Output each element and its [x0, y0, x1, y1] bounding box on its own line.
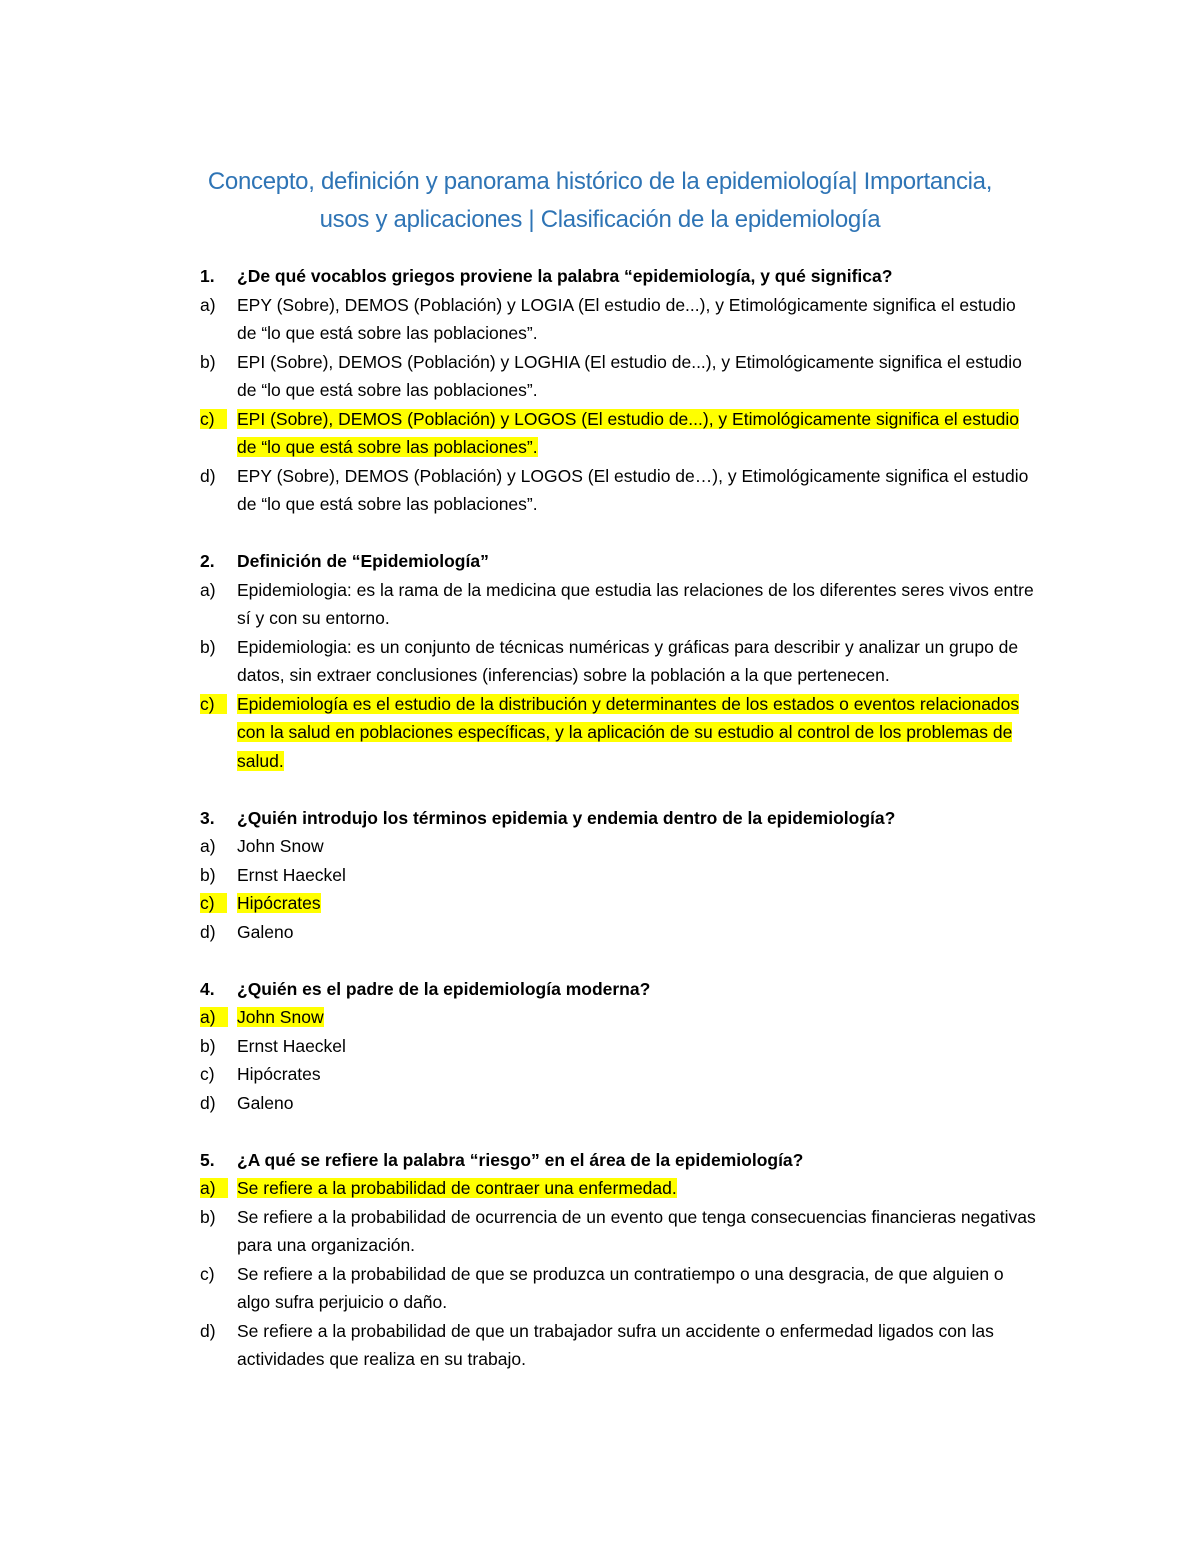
option-letter: d)	[200, 1092, 216, 1113]
answer-option	[200, 633, 1040, 690]
option-letter: c)	[200, 1263, 215, 1284]
option-text-cell	[237, 889, 1040, 918]
option-text: EPI (Sobre), DEMOS (Población) y LOGHIA (El estudio de...), y Etimológicamente significa el estudio de “lo que está sobre las poblaciones”.	[237, 351, 1022, 400]
question-list	[200, 262, 1040, 1402]
option-text-cell	[237, 291, 1040, 348]
question-number: 4.	[200, 978, 215, 999]
answer-option-highlighted	[200, 1174, 1040, 1203]
option-text-cell	[237, 348, 1040, 405]
answer-option	[200, 576, 1040, 633]
question-2	[200, 547, 1040, 775]
question-text: ¿A qué se refiere la palabra “riesgo” en el área de la epidemiología?	[237, 1149, 804, 1170]
option-letter-cell	[200, 889, 237, 918]
option-text-cell	[237, 1060, 1040, 1089]
question-1	[200, 262, 1040, 519]
option-letter: b)	[200, 1206, 216, 1227]
answer-option	[200, 291, 1040, 348]
question-number: 5.	[200, 1149, 215, 1170]
option-text: Se refiere a la probabilidad de ocurrencia de un evento que tenga consecuencias financieras negativas para una organización.	[237, 1206, 1036, 1255]
option-text-cell	[237, 1032, 1040, 1061]
option-text-cell	[237, 1003, 1040, 1032]
option-letter-cell	[200, 1203, 237, 1232]
answer-option	[200, 918, 1040, 947]
option-text: EPI (Sobre), DEMOS (Población) y LOGOS (El estudio de...), y Etimológicamente significa el estudio de “lo que está sobre las poblaciones”.	[237, 408, 1019, 457]
option-letter-cell	[200, 405, 237, 434]
option-text: Epidemiología es el estudio de la distribución y determinantes de los estados o eventos relacionados con la salud en poblaciones específicas, y la aplicación de su estudio al control de los problemas de salud.	[237, 693, 1020, 771]
option-text: EPY (Sobre), DEMOS (Población) y LOGOS (El estudio de…), y Etimológicamente significa el estudio de “lo que está sobre las poblaciones”.	[237, 465, 1029, 514]
option-text: Hipócrates	[237, 893, 321, 913]
answer-option	[200, 462, 1040, 519]
option-letter: d)	[200, 465, 216, 486]
title-line-1: Concepto, definición y panorama histórico de la epidemiología| Importancia,	[207, 168, 993, 195]
answer-option	[200, 832, 1040, 861]
option-letter: c)	[200, 694, 227, 714]
question-heading	[200, 262, 1040, 291]
option-letter-cell	[200, 832, 237, 861]
option-letter: a)	[200, 836, 216, 856]
title-line-2: usos y aplicaciones | Clasificación de la epidemiología	[319, 206, 881, 233]
question-heading	[200, 975, 1040, 1004]
option-letter: a)	[200, 1007, 228, 1027]
option-letter-cell	[200, 918, 237, 947]
option-letter: a)	[200, 294, 216, 315]
answer-option	[200, 348, 1040, 405]
option-letter-cell	[200, 1089, 237, 1118]
question-3	[200, 804, 1040, 947]
option-letter-cell	[200, 633, 237, 662]
option-text: John Snow	[237, 1007, 324, 1027]
option-text: Galeno	[237, 921, 294, 942]
option-letter-cell	[200, 576, 237, 605]
option-text-cell	[237, 1203, 1040, 1260]
answer-option	[200, 1089, 1040, 1118]
option-text: EPY (Sobre), DEMOS (Población) y LOGIA (El estudio de...), y Etimológicamente significa el estudio de “lo que está sobre las poblaciones”.	[237, 294, 1016, 343]
answer-option-highlighted	[200, 405, 1040, 462]
option-letter-cell	[200, 462, 237, 491]
option-letter-cell	[200, 1060, 237, 1089]
option-text: Epidemiologia: es un conjunto de técnicas numéricas y gráficas para describir y analizar un grupo de datos, sin extraer conclusiones (inferencias) sobre la población a la que pertenecen.	[237, 636, 1019, 685]
answer-option	[200, 1203, 1040, 1260]
question-heading	[200, 804, 1040, 833]
option-letter-cell	[200, 1260, 237, 1289]
document-title	[150, 163, 1050, 239]
question-4	[200, 975, 1040, 1118]
option-text-cell	[237, 1317, 1040, 1374]
question-number: 1.	[200, 266, 215, 286]
option-text-cell	[237, 633, 1040, 690]
option-letter-cell	[200, 348, 237, 377]
option-text-cell	[237, 918, 1040, 947]
option-text: Ernst Haeckel	[237, 864, 346, 885]
option-letter: b)	[200, 864, 216, 885]
option-letter-cell	[200, 1032, 237, 1061]
answer-option-highlighted	[200, 690, 1040, 776]
option-text: Ernst Haeckel	[237, 1035, 346, 1056]
option-text-cell	[237, 462, 1040, 519]
answer-option	[200, 1260, 1040, 1317]
answer-option	[200, 1032, 1040, 1061]
option-letter: a)	[200, 1178, 228, 1198]
answer-option	[200, 861, 1040, 890]
option-text-cell	[237, 861, 1040, 890]
option-letter: c)	[200, 409, 227, 429]
option-letter-cell	[200, 1174, 237, 1203]
option-text: Se refiere a la probabilidad de contraer una enfermedad.	[237, 1178, 677, 1198]
option-text-cell	[237, 1260, 1040, 1317]
option-letter: c)	[200, 1064, 215, 1084]
option-letter-cell	[200, 1317, 237, 1346]
option-text: Hipócrates	[237, 1064, 321, 1084]
option-text: John Snow	[237, 836, 324, 856]
question-number: 3.	[200, 807, 215, 828]
answer-option	[200, 1317, 1040, 1374]
option-text-cell	[237, 1174, 1040, 1203]
option-text: Se refiere a la probabilidad de que se produzca un contratiempo o una desgracia, de que alguien o algo sufra perjuicio o daño.	[237, 1263, 1004, 1312]
answer-option	[200, 1060, 1040, 1089]
option-letter: d)	[200, 1320, 216, 1341]
question-text: ¿De qué vocablos griegos proviene la palabra “epidemiología, y qué significa?	[237, 266, 893, 286]
option-letter: b)	[200, 636, 216, 657]
option-letter-cell	[200, 690, 237, 719]
option-letter: b)	[200, 1035, 216, 1056]
option-letter: c)	[200, 893, 227, 913]
option-letter-cell	[200, 291, 237, 320]
option-letter: b)	[200, 351, 216, 372]
option-letter-cell	[200, 861, 237, 890]
option-letter: d)	[200, 921, 216, 942]
option-text-cell	[237, 690, 1040, 776]
answer-option-highlighted	[200, 889, 1040, 918]
question-heading	[200, 1146, 1040, 1175]
question-number: 2.	[200, 551, 215, 571]
option-text-cell	[237, 405, 1040, 462]
question-text: ¿Quién introdujo los términos epidemia y endemia dentro de la epidemiología?	[237, 807, 896, 828]
question-text: Definición de “Epidemiología”	[237, 551, 489, 571]
option-letter-cell	[200, 1003, 237, 1032]
option-text: Galeno	[237, 1092, 294, 1113]
option-text-cell	[237, 576, 1040, 633]
option-text-cell	[237, 1089, 1040, 1118]
question-5	[200, 1146, 1040, 1374]
answer-option-highlighted	[200, 1003, 1040, 1032]
option-letter: a)	[200, 579, 216, 600]
question-text: ¿Quién es el padre de la epidemiología moderna?	[237, 978, 651, 999]
option-text-cell	[237, 832, 1040, 861]
question-heading	[200, 547, 1040, 576]
option-text: Se refiere a la probabilidad de que un trabajador sufra un accidente o enfermedad ligados con las actividades que realiza en su trabajo.	[237, 1320, 994, 1369]
option-text: Epidemiologia: es la rama de la medicina que estudia las relaciones de los diferentes seres vivos entre sí y con su entorno.	[237, 579, 1034, 628]
